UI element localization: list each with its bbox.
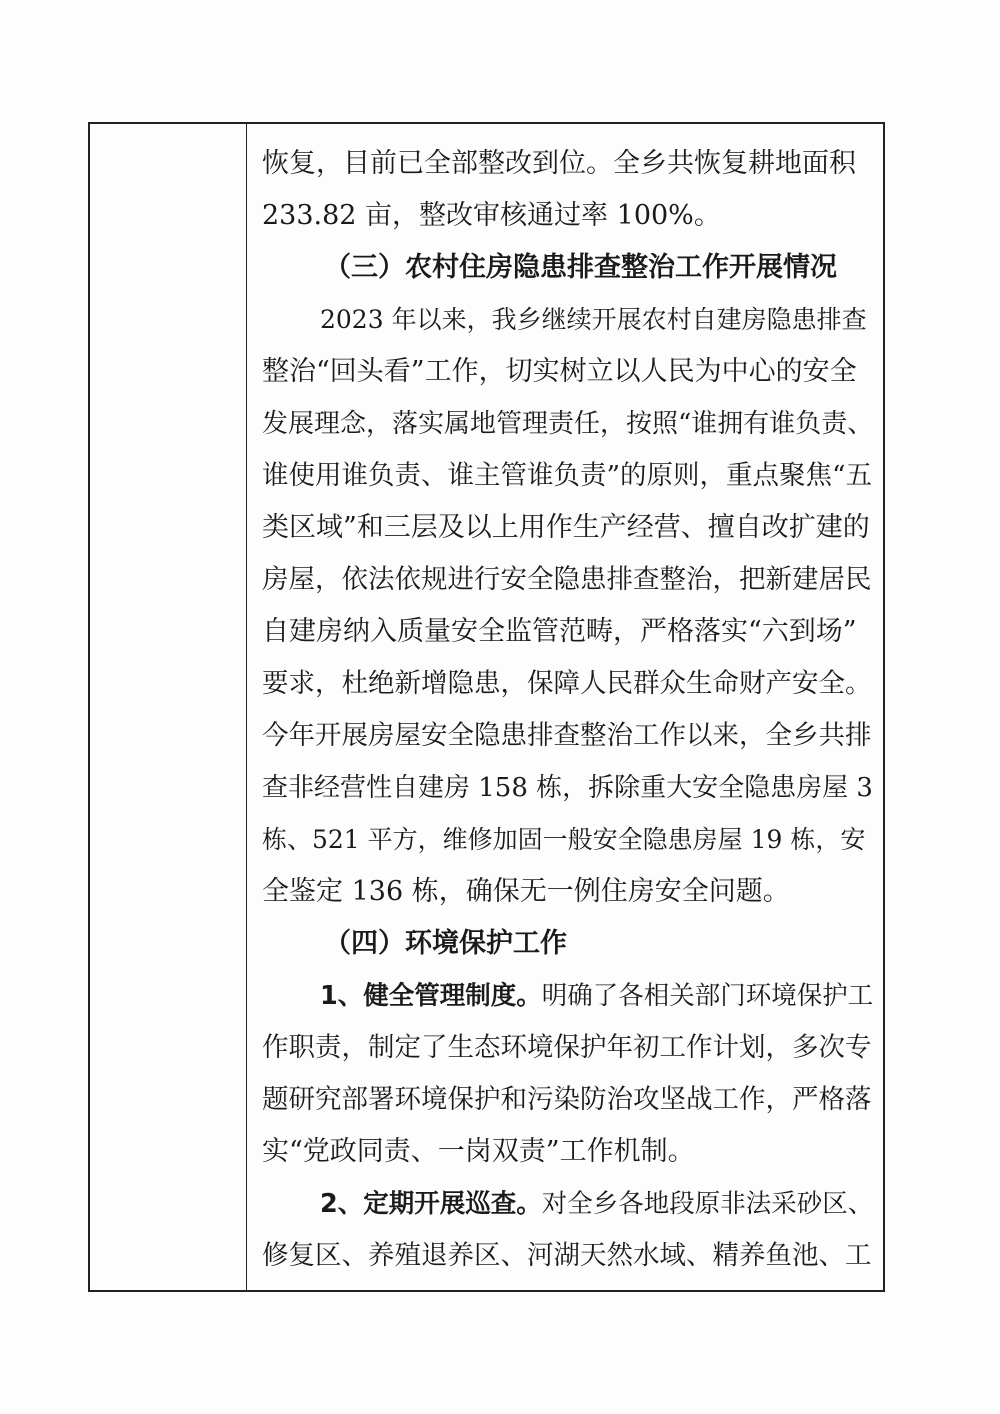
text-line: 整治“回头看”工作，切实树立以人民为中心的安全 bbox=[262, 356, 857, 387]
text-line: 恢复，目前已全部整改到位。全乡共恢复耕地面积 bbox=[262, 148, 856, 179]
text-line: 修复区、养殖退养区、河湖天然水域、精养鱼池、工 bbox=[262, 1240, 872, 1271]
table-left-column bbox=[90, 124, 247, 1290]
text-line: 要求，杜绝新增隐患，保障人民群众生命财产安全。 bbox=[262, 668, 872, 699]
text-line: 自建房纳入质量安全监管范畴，严格落实“六到场” bbox=[262, 616, 857, 647]
text-line: 栋、521 平方，维修加固一般安全隐患房屋 19 栋，安 bbox=[262, 825, 866, 854]
text-line: 1、健全管理制度。明确了各相关部门环境保护工 bbox=[320, 981, 874, 1011]
text-line: 查非经营性自建房 158 栋，拆除重大安全隐患房屋 3 bbox=[262, 773, 873, 803]
text-line: 2023 年以来，我乡继续开展农村自建房隐患排查 bbox=[320, 305, 867, 334]
item-title: 2、定期开展巡查。 bbox=[320, 1189, 542, 1219]
text-line: 全鉴定 136 栋，确保无一例住房安全问题。 bbox=[262, 876, 790, 907]
text-line: 实“党政同责、一岗双责”工作机制。 bbox=[262, 1136, 695, 1167]
table-frame bbox=[88, 122, 885, 1292]
section-heading: （三）农村住房隐患排查整治工作开展情况 bbox=[324, 252, 837, 283]
text-line: 233.82 亩，整改审核通过率 100%。 bbox=[262, 200, 721, 231]
table-content-cell bbox=[262, 124, 874, 1290]
text-line: 2、定期开展巡查。对全乡各地段原非法采砂区、 bbox=[320, 1189, 874, 1219]
text-line: 谁使用谁负责、谁主管谁负责”的原则，重点聚焦“五 bbox=[262, 460, 873, 491]
section-heading: （四）环境保护工作 bbox=[324, 928, 567, 959]
text-line: 题研究部署环境保护和污染防治攻坚战工作，严格落 bbox=[262, 1084, 872, 1115]
text-line: 类区域”和三层及以上用作生产经营、擅自改扩建的 bbox=[262, 512, 870, 543]
text-line: 房屋，依法依规进行安全隐患排查整治，把新建居民 bbox=[262, 564, 872, 595]
item-title: 1、健全管理制度。 bbox=[320, 981, 542, 1011]
text-line: 发展理念，落实属地管理责任，按照“谁拥有谁负责、 bbox=[262, 409, 874, 439]
text-line: 今年开展房屋安全隐患排查整治工作以来，全乡共排 bbox=[262, 720, 872, 751]
text-line: 作职责，制定了生态环境保护年初工作计划，多次专 bbox=[262, 1032, 872, 1063]
